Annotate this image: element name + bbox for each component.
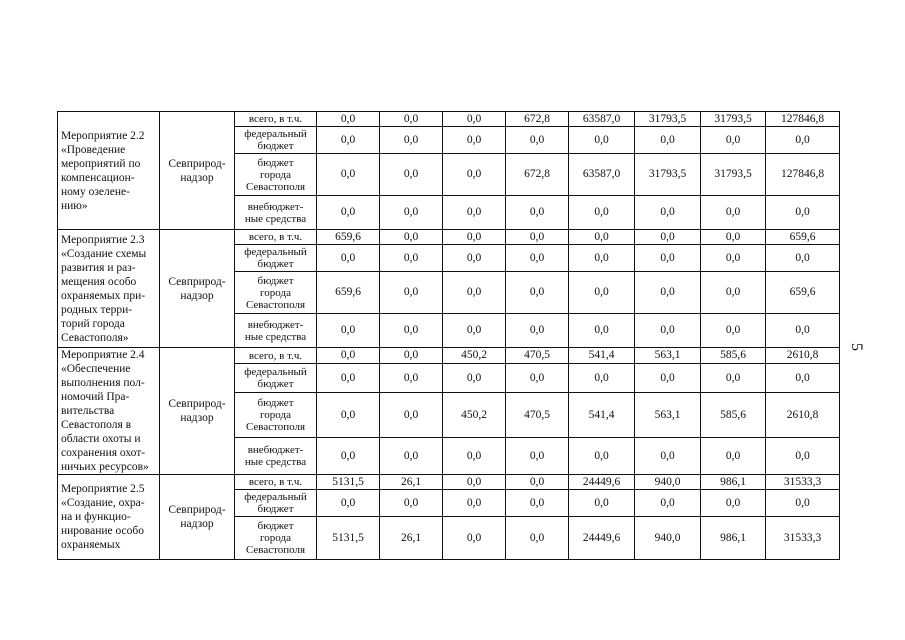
table-row xyxy=(58,475,840,490)
value-cell: 0,0 xyxy=(443,230,506,245)
value-cell: 26,1 xyxy=(380,475,443,490)
value-cell: 0,0 xyxy=(701,438,766,475)
text-line: развития и раз- xyxy=(61,261,136,274)
agency-cell xyxy=(160,230,235,348)
text-line: компенсацион- xyxy=(61,171,135,184)
value-cell: 0,0 xyxy=(635,230,701,245)
value-cell: 0,0 xyxy=(443,364,506,393)
text-line: всего, в т.ч. xyxy=(248,231,303,243)
text-line: Севастополя в xyxy=(61,419,132,431)
agency-cell xyxy=(160,112,235,230)
value-cell: 0,0 xyxy=(380,112,443,127)
text-line: внебюджет- xyxy=(247,444,304,457)
text-line: всего, в т.ч. xyxy=(248,349,303,362)
value-cell: 659,6 xyxy=(766,272,840,314)
text-line: «Обеспечение xyxy=(61,363,131,375)
value-cell: 0,0 xyxy=(443,272,506,314)
text-line: города xyxy=(260,532,291,544)
agency-cell xyxy=(160,348,235,475)
text-line: Мероприятие 2.5 xyxy=(61,483,145,495)
value-cell: 31793,5 xyxy=(635,112,701,127)
text-line: надзор xyxy=(180,171,214,184)
value-cell: 0,0 xyxy=(506,245,569,272)
value-cell: 0,0 xyxy=(380,314,443,348)
value-cell: 26,1 xyxy=(380,517,443,560)
text-line: Севприрод- xyxy=(168,504,226,516)
measure-name-cell xyxy=(58,230,160,348)
text-line: надзор xyxy=(180,412,214,424)
value-cell: 0,0 xyxy=(443,490,506,517)
value-cell: 659,6 xyxy=(766,230,840,245)
funding-source-cell xyxy=(235,245,317,272)
text-line: номочий Пра- xyxy=(61,391,130,403)
text-line: ные средства xyxy=(244,456,307,469)
value-cell: 0,0 xyxy=(380,364,443,393)
text-line: «Создание схемы xyxy=(61,247,147,260)
value-cell: 0,0 xyxy=(635,364,701,393)
value-cell: 24449,6 xyxy=(569,517,635,560)
text-line: мещения особо xyxy=(61,275,137,288)
value-cell: 0,0 xyxy=(635,314,701,348)
value-cell: 0,0 xyxy=(443,475,506,490)
value-cell: 0,0 xyxy=(317,112,380,127)
value-cell: 2610,8 xyxy=(766,348,840,364)
funding-source-cell xyxy=(235,364,317,393)
value-cell: 0,0 xyxy=(506,517,569,560)
text-line: федеральный xyxy=(244,366,307,379)
text-line: ному озелене- xyxy=(61,185,130,198)
text-line: Севастополя xyxy=(245,180,306,193)
text-line: мероприятий по xyxy=(61,157,141,170)
value-cell: 0,0 xyxy=(569,314,635,348)
value-cell: 470,5 xyxy=(506,348,569,364)
text-line: города xyxy=(260,286,291,299)
value-cell: 24449,6 xyxy=(569,475,635,490)
funding-source-cell xyxy=(235,348,317,364)
text-line: федеральный xyxy=(244,128,307,140)
funding-source-cell xyxy=(235,314,317,348)
value-cell: 563,1 xyxy=(635,393,701,438)
text-line: бюджет xyxy=(257,274,294,287)
value-cell: 563,1 xyxy=(635,348,701,364)
value-cell: 0,0 xyxy=(443,112,506,127)
value-cell: 5131,5 xyxy=(317,475,380,490)
value-cell: 0,0 xyxy=(380,393,443,438)
value-cell: 0,0 xyxy=(766,438,840,475)
value-cell: 450,2 xyxy=(443,348,506,364)
value-cell: 0,0 xyxy=(443,245,506,272)
value-cell: 0,0 xyxy=(766,490,840,517)
value-cell: 0,0 xyxy=(443,517,506,560)
value-cell: 0,0 xyxy=(317,348,380,364)
value-cell: 63587,0 xyxy=(569,154,635,196)
text-line: на и функцио- xyxy=(61,511,131,523)
value-cell: 0,0 xyxy=(635,272,701,314)
value-cell: 585,6 xyxy=(701,348,766,364)
funding-source-cell xyxy=(235,230,317,245)
value-cell: 0,0 xyxy=(380,196,443,230)
table-row xyxy=(58,348,840,364)
value-cell: 0,0 xyxy=(569,490,635,517)
measure-name-cell xyxy=(58,348,160,475)
value-cell: 0,0 xyxy=(635,245,701,272)
value-cell: 0,0 xyxy=(506,490,569,517)
value-cell: 0,0 xyxy=(506,314,569,348)
text-line: бюджет xyxy=(257,397,294,410)
text-line: федеральный xyxy=(244,246,307,258)
agency-cell xyxy=(160,475,235,560)
value-cell: 940,0 xyxy=(635,475,701,490)
text-line: бюджет xyxy=(257,258,294,270)
value-cell: 0,0 xyxy=(635,438,701,475)
value-cell: 0,0 xyxy=(317,364,380,393)
value-cell: 0,0 xyxy=(506,364,569,393)
value-cell: 0,0 xyxy=(766,364,840,393)
text-line: Мероприятие 2.2 xyxy=(61,129,145,142)
funding-source-cell xyxy=(235,112,317,127)
measure-name-cell xyxy=(58,475,160,560)
text-line: федеральный xyxy=(244,491,307,503)
value-cell: 0,0 xyxy=(317,127,380,154)
value-cell: 986,1 xyxy=(701,475,766,490)
text-line: нирование особо xyxy=(61,525,144,537)
value-cell: 0,0 xyxy=(380,438,443,475)
text-line: города xyxy=(260,409,291,422)
value-cell: 31533,3 xyxy=(766,517,840,560)
text-line: внебюджет- xyxy=(247,318,304,331)
value-cell: 0,0 xyxy=(569,230,635,245)
value-cell: 0,0 xyxy=(317,438,380,475)
text-line: бюджет xyxy=(257,503,294,515)
value-cell: 0,0 xyxy=(635,196,701,230)
text-line: надзор xyxy=(180,289,214,302)
funding-source-cell xyxy=(235,154,317,196)
text-line: вительства xyxy=(61,405,115,417)
value-cell: 0,0 xyxy=(766,127,840,154)
text-line: ные средства xyxy=(244,330,307,343)
value-cell: 940,0 xyxy=(635,517,701,560)
value-cell: 0,0 xyxy=(506,475,569,490)
value-cell: 0,0 xyxy=(635,127,701,154)
text-line: Мероприятие 2.3 xyxy=(61,233,145,246)
value-cell: 63587,0 xyxy=(569,112,635,127)
value-cell: 0,0 xyxy=(443,127,506,154)
budget-table xyxy=(57,111,840,560)
page-number: 5 xyxy=(848,343,865,351)
value-cell: 0,0 xyxy=(701,245,766,272)
value-cell: 0,0 xyxy=(506,438,569,475)
value-cell: 659,6 xyxy=(317,272,380,314)
value-cell: 0,0 xyxy=(569,196,635,230)
value-cell: 0,0 xyxy=(380,272,443,314)
value-cell: 0,0 xyxy=(506,196,569,230)
value-cell: 0,0 xyxy=(317,154,380,196)
value-cell: 0,0 xyxy=(569,127,635,154)
table-row xyxy=(58,112,840,127)
value-cell: 0,0 xyxy=(317,314,380,348)
value-cell: 31533,3 xyxy=(766,475,840,490)
value-cell: 672,8 xyxy=(506,154,569,196)
value-cell: 0,0 xyxy=(380,348,443,364)
value-cell: 0,0 xyxy=(701,127,766,154)
text-line: Севастополя xyxy=(245,421,306,434)
value-cell: 0,0 xyxy=(569,272,635,314)
value-cell: 0,0 xyxy=(380,245,443,272)
value-cell: 0,0 xyxy=(380,230,443,245)
text-line: Севастополя xyxy=(245,298,306,311)
value-cell: 0,0 xyxy=(766,314,840,348)
value-cell: 31793,5 xyxy=(635,154,701,196)
value-cell: 0,0 xyxy=(380,154,443,196)
text-line: всего, в т.ч. xyxy=(248,476,303,488)
text-line: бюджет xyxy=(257,378,294,391)
value-cell: 0,0 xyxy=(506,272,569,314)
value-cell: 0,0 xyxy=(506,230,569,245)
text-line: Севприрод- xyxy=(168,275,226,288)
value-cell: 0,0 xyxy=(443,154,506,196)
text-line: Севастополя xyxy=(245,544,306,556)
text-line: бюджет xyxy=(257,140,294,152)
value-cell: 541,4 xyxy=(569,393,635,438)
text-line: ные средства xyxy=(244,212,307,225)
text-line: охраняемых xyxy=(61,539,121,551)
text-line: бюджет xyxy=(257,520,294,532)
value-cell: 541,4 xyxy=(569,348,635,364)
value-cell: 0,0 xyxy=(766,196,840,230)
value-cell: 450,2 xyxy=(443,393,506,438)
value-cell: 31793,5 xyxy=(701,154,766,196)
text-line: охраняемых при- xyxy=(61,289,146,302)
text-line: Севприрод- xyxy=(168,398,226,410)
funding-source-cell xyxy=(235,272,317,314)
value-cell: 585,6 xyxy=(701,393,766,438)
value-cell: 0,0 xyxy=(701,230,766,245)
text-line: родных терри- xyxy=(61,303,133,316)
value-cell: 127846,8 xyxy=(766,154,840,196)
value-cell: 31793,5 xyxy=(701,112,766,127)
text-line: области охоты и xyxy=(61,433,141,445)
value-cell: 0,0 xyxy=(766,245,840,272)
text-line: «Проведение xyxy=(61,143,126,156)
value-cell: 986,1 xyxy=(701,517,766,560)
value-cell: 0,0 xyxy=(443,196,506,230)
value-cell: 0,0 xyxy=(701,314,766,348)
value-cell: 0,0 xyxy=(506,127,569,154)
value-cell: 672,8 xyxy=(506,112,569,127)
funding-source-cell xyxy=(235,490,317,517)
value-cell: 0,0 xyxy=(569,438,635,475)
text-line: «Создание, охра- xyxy=(61,497,145,509)
value-cell: 659,6 xyxy=(317,230,380,245)
measure-name-cell xyxy=(58,112,160,230)
value-cell: 0,0 xyxy=(317,490,380,517)
value-cell: 0,0 xyxy=(701,490,766,517)
value-cell: 0,0 xyxy=(317,393,380,438)
funding-source-cell xyxy=(235,196,317,230)
text-line: ничьих ресурсов» xyxy=(61,461,149,473)
text-line: внебюджет- xyxy=(247,200,304,213)
text-line: всего, в т.ч. xyxy=(248,113,303,125)
value-cell: 0,0 xyxy=(443,438,506,475)
funding-source-cell xyxy=(235,393,317,438)
funding-source-cell xyxy=(235,517,317,560)
text-line: Севприрод- xyxy=(168,157,226,170)
value-cell: 2610,8 xyxy=(766,393,840,438)
value-cell: 0,0 xyxy=(317,245,380,272)
text-line: нию» xyxy=(61,199,88,212)
value-cell: 0,0 xyxy=(380,490,443,517)
value-cell: 0,0 xyxy=(635,490,701,517)
value-cell: 0,0 xyxy=(569,245,635,272)
value-cell: 0,0 xyxy=(701,272,766,314)
text-line: выполнения пол- xyxy=(61,377,145,389)
value-cell: 0,0 xyxy=(380,127,443,154)
value-cell: 470,5 xyxy=(506,393,569,438)
value-cell: 127846,8 xyxy=(766,112,840,127)
text-line: сохранения охот- xyxy=(61,447,146,459)
table-row xyxy=(58,230,840,245)
value-cell: 0,0 xyxy=(701,196,766,230)
text-line: Севастополя» xyxy=(61,331,129,344)
text-line: бюджет xyxy=(257,156,294,169)
text-line: торий города xyxy=(61,317,125,330)
value-cell: 0,0 xyxy=(569,364,635,393)
value-cell: 0,0 xyxy=(443,314,506,348)
text-line: надзор xyxy=(180,518,214,530)
text-line: Мероприятие 2.4 xyxy=(61,349,145,361)
funding-source-cell xyxy=(235,475,317,490)
funding-source-cell xyxy=(235,438,317,475)
funding-source-cell xyxy=(235,127,317,154)
value-cell: 0,0 xyxy=(701,364,766,393)
value-cell: 5131,5 xyxy=(317,517,380,560)
value-cell: 0,0 xyxy=(317,196,380,230)
text-line: города xyxy=(260,168,291,181)
